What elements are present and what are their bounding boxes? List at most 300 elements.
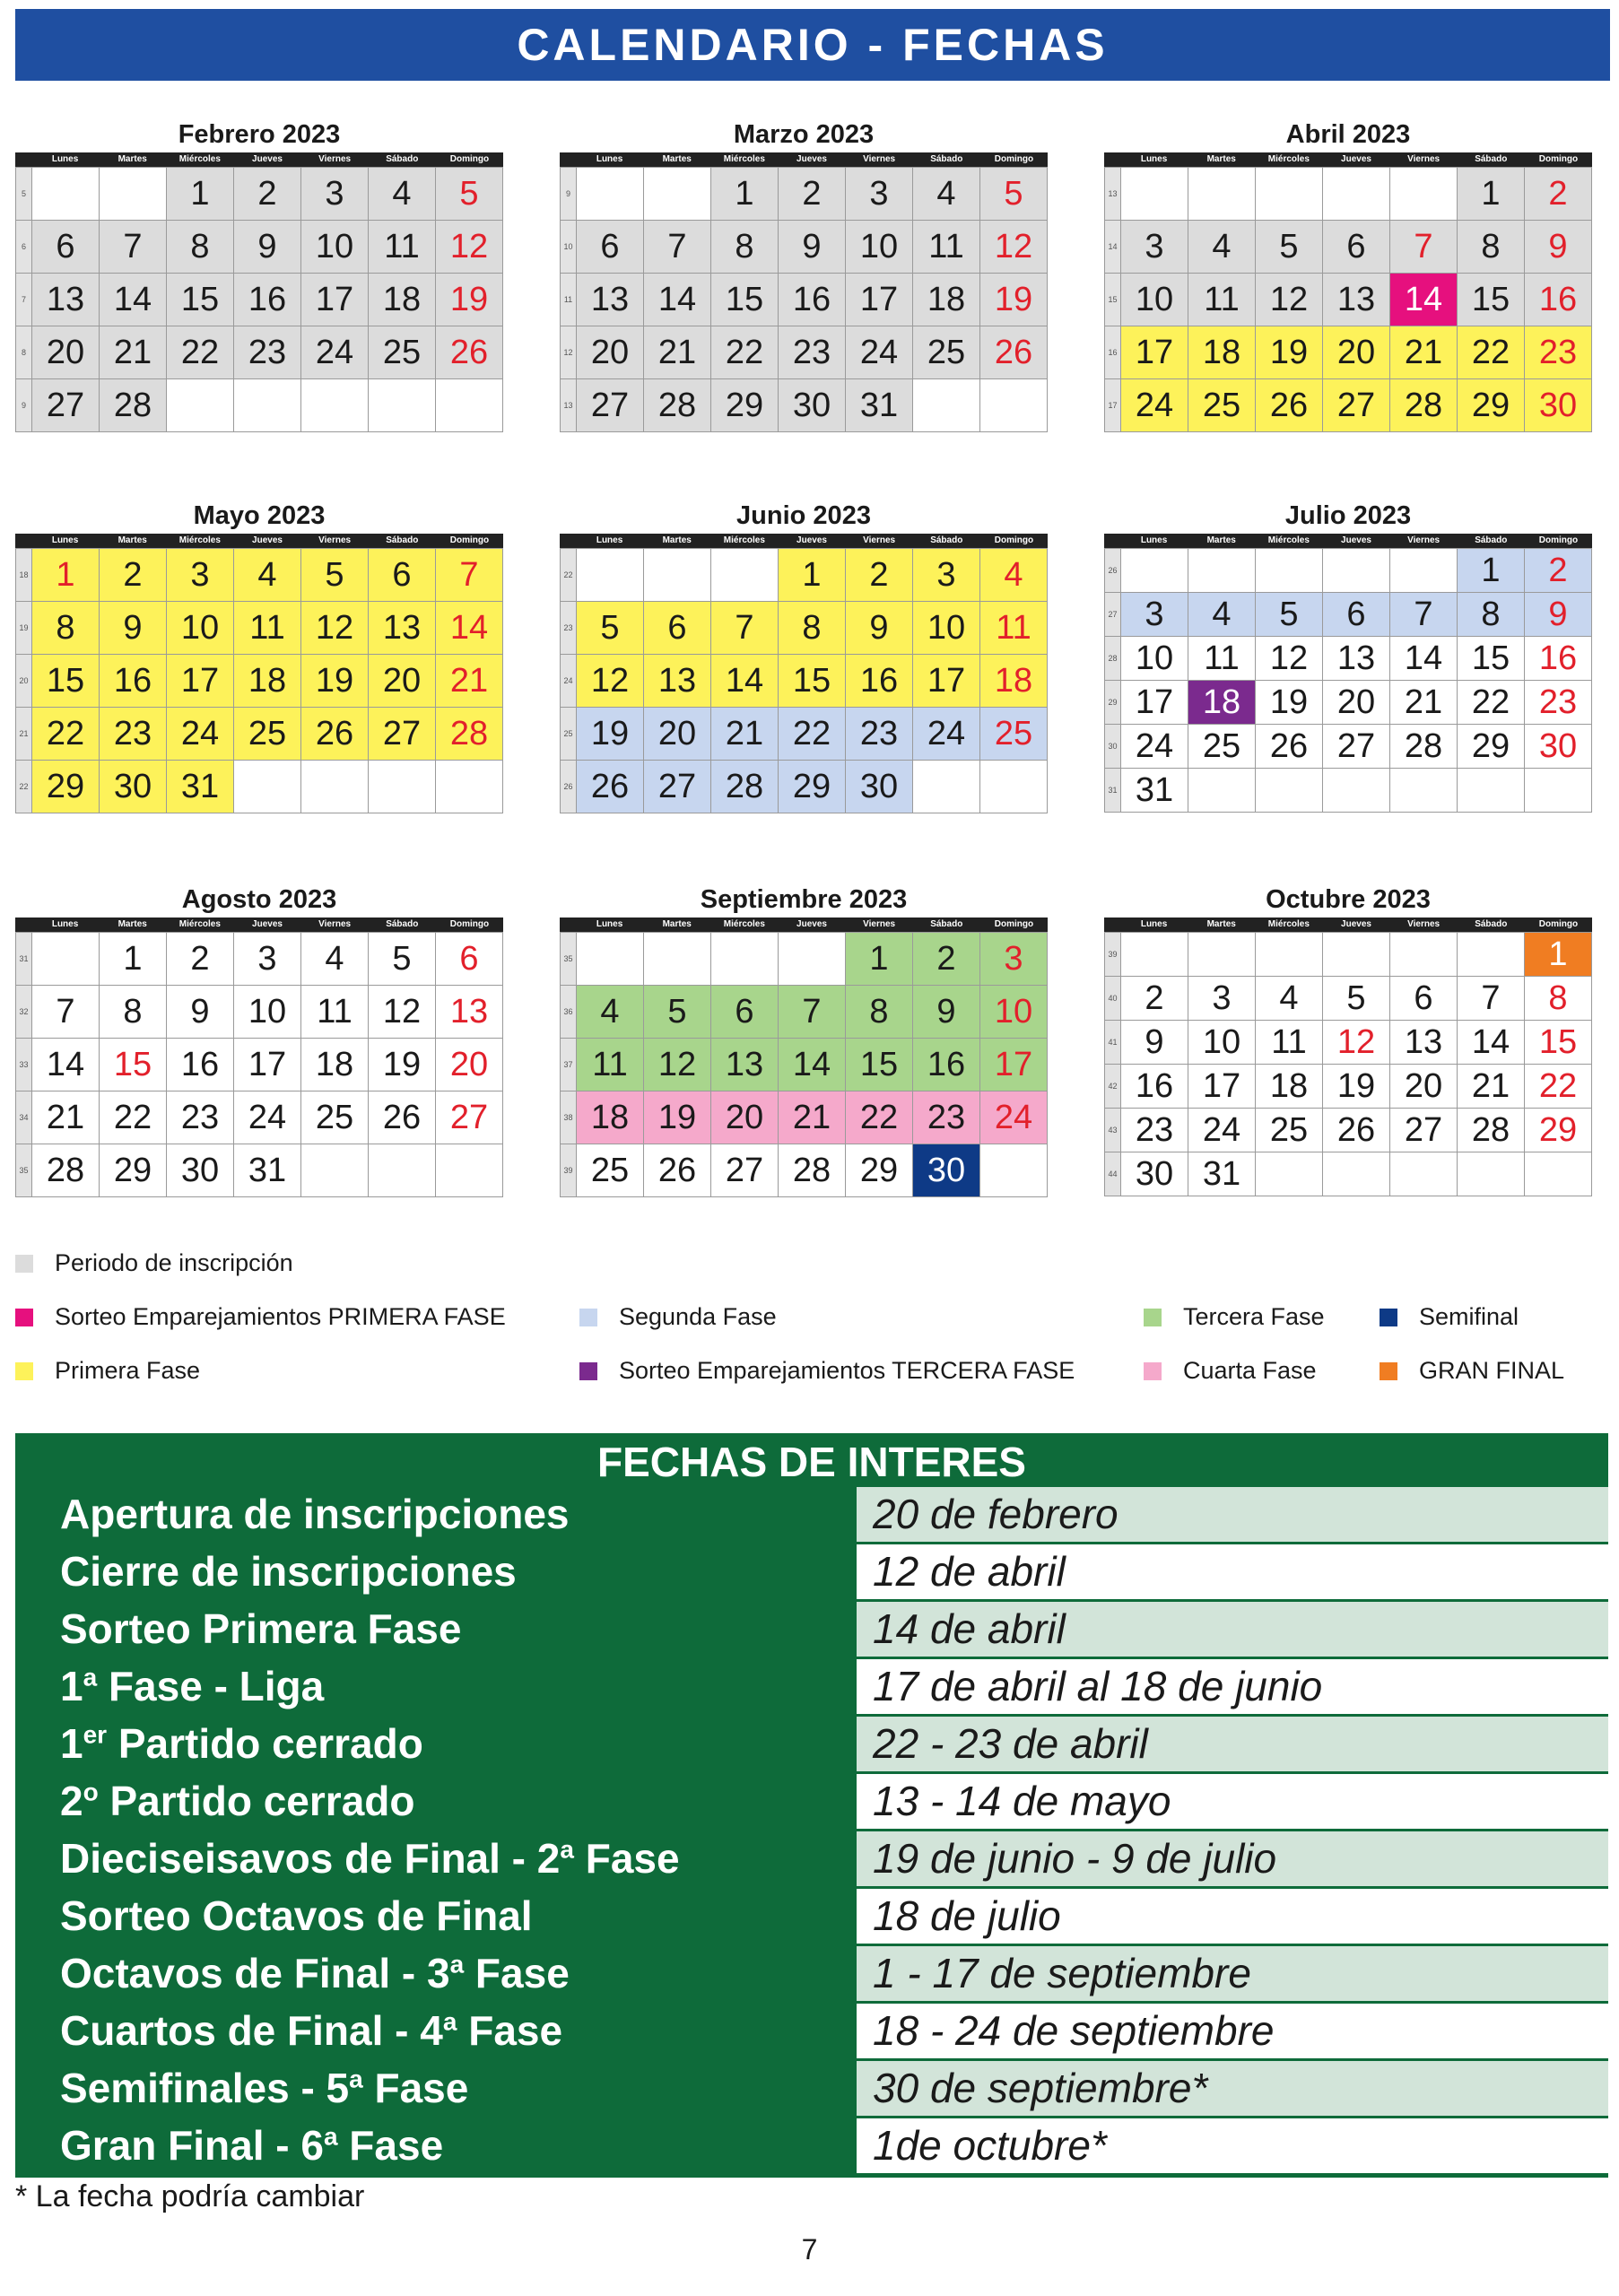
day-cell: 17 [1188, 1065, 1256, 1109]
day-cell: 23 [913, 1091, 980, 1144]
day-cell: 16 [1525, 637, 1592, 681]
legend-item [579, 1303, 777, 1331]
day-cell: 14 [1390, 274, 1458, 326]
day-cell: 17 [980, 1039, 1048, 1091]
weekday-label: Domingo [994, 154, 1034, 164]
weekday-header [560, 152, 1048, 167]
weekday-label: Jueves [1341, 919, 1371, 929]
day-cell: 21 [32, 1091, 100, 1144]
day-cell: 28 [779, 1144, 846, 1197]
empty-day-cell [1121, 168, 1188, 221]
day-cell: 19 [1323, 1065, 1390, 1109]
day-cell: 22 [100, 1091, 167, 1144]
legend-swatch [579, 1362, 597, 1380]
weekday-label: Lunes [51, 535, 79, 545]
day-cell: 16 [1121, 1065, 1188, 1109]
day-cell: 29 [1458, 379, 1525, 432]
empty-day-cell [436, 1144, 503, 1197]
empty-day-cell [1323, 933, 1390, 977]
day-cell: 8 [1525, 977, 1592, 1021]
day-cell: 27 [577, 379, 644, 432]
week-number: 44 [1105, 1152, 1121, 1196]
weekday-label: Domingo [1538, 535, 1579, 545]
day-cell: 27 [711, 1144, 779, 1197]
day-cell: 4 [1188, 593, 1256, 637]
day-cell: 9 [779, 221, 846, 274]
day-cell: 22 [711, 326, 779, 379]
day-cell: 15 [1525, 1021, 1592, 1065]
day-cell: 20 [644, 708, 711, 761]
day-cell: 17 [846, 274, 913, 326]
day-cell: 28 [644, 379, 711, 432]
legend-item [1380, 1357, 1564, 1385]
day-cell: 6 [1390, 977, 1458, 1021]
day-cell: 21 [436, 655, 503, 708]
day-cell: 9 [1525, 221, 1592, 274]
day-cell: 6 [32, 221, 100, 274]
ordinal-superscript: a [449, 1950, 465, 1979]
legend-swatch [15, 1255, 33, 1273]
empty-day-cell [1390, 769, 1458, 813]
day-cell: 18 [980, 655, 1048, 708]
empty-day-cell [779, 933, 846, 986]
week-number: 23 [561, 602, 577, 655]
weekday-label: Sábado [386, 154, 419, 164]
week-row [561, 221, 1048, 274]
week-row [16, 655, 503, 708]
weekday-label: Viernes [863, 919, 896, 929]
day-cell: 13 [644, 655, 711, 708]
interest-label-text: Fase [362, 2065, 469, 2111]
day-cell: 25 [301, 1091, 369, 1144]
month-title: Mayo 2023 [193, 501, 326, 530]
interest-label-text: Dieciseisavos de Final - 2 [60, 1835, 561, 1882]
week-row [16, 708, 503, 761]
weekday-label: Viernes [318, 919, 352, 929]
empty-day-cell [1256, 168, 1323, 221]
day-cell: 22 [1525, 1065, 1592, 1109]
day-cell: 28 [436, 708, 503, 761]
day-cell: 7 [711, 602, 779, 655]
weekday-label: Lunes [596, 919, 623, 929]
week-number: 28 [1105, 637, 1121, 681]
day-cell: 8 [32, 602, 100, 655]
day-cell: 11 [1188, 637, 1256, 681]
day-cell: 1 [100, 933, 167, 986]
interest-date: 20 de febrero [857, 1487, 1608, 1542]
weekday-label: Domingo [994, 535, 1034, 545]
weekday-label: Lunes [1140, 154, 1168, 164]
day-cell: 22 [1458, 326, 1525, 379]
empty-day-cell [577, 933, 644, 986]
month-title: Julio 2023 [1284, 501, 1412, 530]
legend-label: Sorteo Emparejamientos PRIMERA FASE [55, 1303, 506, 1330]
weekday-header [1104, 152, 1592, 167]
interest-date: 18 de julio [857, 1889, 1608, 1944]
day-cell: 12 [436, 221, 503, 274]
week-number: 36 [561, 986, 577, 1039]
week-row [1105, 593, 1592, 637]
ordinal-superscript: a [349, 2065, 363, 2093]
weekday-label: Domingo [1538, 919, 1579, 929]
weekday-header [1104, 918, 1592, 932]
day-cell: 27 [369, 708, 436, 761]
day-cell: 23 [234, 326, 301, 379]
empty-day-cell [1121, 549, 1188, 593]
day-cell: 5 [1256, 593, 1323, 637]
day-cell: 20 [32, 326, 100, 379]
day-cell: 14 [436, 602, 503, 655]
day-cell: 2 [167, 933, 234, 986]
day-cell: 13 [711, 1039, 779, 1091]
week-number: 13 [1105, 168, 1121, 221]
week-number: 24 [561, 655, 577, 708]
day-cell: 16 [167, 1039, 234, 1091]
ordinal-superscript: o [83, 1778, 99, 1806]
day-cell: 5 [577, 602, 644, 655]
empty-day-cell [913, 379, 980, 432]
day-cell: 31 [167, 761, 234, 813]
day-cell: 6 [369, 549, 436, 602]
day-cell: 24 [1121, 379, 1188, 432]
empty-day-cell [1390, 549, 1458, 593]
day-cell: 2 [846, 549, 913, 602]
day-cell: 21 [1458, 1065, 1525, 1109]
weekday-label: Domingo [449, 154, 490, 164]
day-cell: 29 [100, 1144, 167, 1197]
day-cell: 5 [644, 986, 711, 1039]
interest-date: 13 - 14 de mayo [857, 1774, 1608, 1829]
day-cell: 11 [234, 602, 301, 655]
day-cell: 31 [234, 1144, 301, 1197]
day-cell: 12 [369, 986, 436, 1039]
month-calendar [560, 882, 1048, 1197]
weekday-label: Sábado [1475, 919, 1508, 929]
month-title: Febrero 2023 [178, 120, 341, 149]
week-row [561, 274, 1048, 326]
day-cell: 2 [779, 168, 846, 221]
week-number: 12 [561, 326, 577, 379]
day-cell: 12 [980, 221, 1048, 274]
day-cell: 1 [1525, 933, 1592, 977]
day-cell: 27 [32, 379, 100, 432]
interest-label-text: Fase - Liga [97, 1663, 325, 1709]
day-cell: 18 [1256, 1065, 1323, 1109]
week-row [1105, 681, 1592, 725]
day-cell: 23 [100, 708, 167, 761]
day-cell: 10 [301, 221, 369, 274]
interest-label [21, 1659, 851, 1714]
day-cell: 26 [1323, 1109, 1390, 1152]
empty-day-cell [1256, 933, 1323, 977]
interest-label-text: Fase [457, 2007, 563, 2054]
day-cell: 22 [1458, 681, 1525, 725]
day-cell: 11 [1256, 1021, 1323, 1065]
weekday-label: Sábado [930, 535, 963, 545]
day-cell: 15 [779, 655, 846, 708]
week-row [1105, 274, 1592, 326]
day-cell: 20 [1390, 1065, 1458, 1109]
empty-day-cell [1121, 933, 1188, 977]
weekday-label: Viernes [1407, 154, 1441, 164]
month-calendar [560, 117, 1048, 432]
legend-label: Segunda Fase [619, 1303, 777, 1330]
week-row [16, 1039, 503, 1091]
day-cell: 1 [779, 549, 846, 602]
day-cell: 31 [1121, 769, 1188, 813]
weekday-label: Lunes [51, 154, 79, 164]
legend-item [1380, 1303, 1519, 1331]
legend-item [15, 1303, 506, 1331]
interest-date: 17 de abril al 18 de junio [857, 1659, 1608, 1714]
empty-day-cell [1458, 1152, 1525, 1196]
day-cell: 15 [711, 274, 779, 326]
interest-row [21, 1487, 1608, 1542]
day-cell: 25 [1256, 1109, 1323, 1152]
interest-label [21, 1717, 851, 1771]
weekday-label: Sábado [930, 154, 963, 164]
weekday-label: Viernes [318, 154, 352, 164]
weekday-label: Miércoles [178, 919, 221, 929]
day-cell: 29 [846, 1144, 913, 1197]
empty-day-cell [100, 168, 167, 221]
weekday-label: Miércoles [723, 154, 765, 164]
day-cell: 25 [1188, 725, 1256, 769]
day-cell: 16 [779, 274, 846, 326]
day-cell: 17 [1121, 326, 1188, 379]
interest-row [21, 1659, 1608, 1714]
day-cell: 17 [301, 274, 369, 326]
day-cell: 24 [1188, 1109, 1256, 1152]
weekday-label: Martes [1206, 919, 1236, 929]
day-cell: 18 [369, 274, 436, 326]
week-row [561, 933, 1048, 986]
month-calendar [15, 882, 503, 1197]
day-cell: 28 [1390, 379, 1458, 432]
day-cell: 10 [1121, 637, 1188, 681]
day-cell: 12 [1256, 274, 1323, 326]
week-row [16, 1144, 503, 1197]
interest-row [21, 2061, 1608, 2116]
weekday-label: Jueves [1341, 535, 1371, 545]
month-title: Marzo 2023 [733, 120, 875, 149]
day-cell: 10 [846, 221, 913, 274]
empty-day-cell [1458, 933, 1525, 977]
weekday-label: Jueves [796, 535, 827, 545]
empty-day-cell [711, 549, 779, 602]
empty-day-cell [1256, 549, 1323, 593]
week-row [1105, 379, 1592, 432]
day-cell: 24 [167, 708, 234, 761]
week-number: 13 [561, 379, 577, 432]
day-cell: 4 [1256, 977, 1323, 1021]
day-cell: 14 [100, 274, 167, 326]
day-cell: 5 [980, 168, 1048, 221]
day-cell: 12 [644, 1039, 711, 1091]
day-cell: 23 [1121, 1109, 1188, 1152]
day-cell: 2 [100, 549, 167, 602]
empty-day-cell [1323, 168, 1390, 221]
day-cell: 23 [846, 708, 913, 761]
interest-label [21, 2118, 851, 2173]
weekday-label: Viernes [1407, 919, 1441, 929]
day-cell: 28 [1458, 1109, 1525, 1152]
weekday-label: Domingo [449, 535, 490, 545]
month-calendar [1104, 498, 1592, 813]
week-number: 37 [561, 1039, 577, 1091]
day-cell: 13 [1323, 274, 1390, 326]
month-calendar [15, 498, 503, 813]
interest-row [21, 2004, 1608, 2058]
day-cell: 5 [301, 549, 369, 602]
interest-label [21, 1774, 851, 1829]
day-cell: 10 [167, 602, 234, 655]
weekday-header [560, 534, 1048, 548]
day-cell: 30 [1121, 1152, 1188, 1196]
week-row [561, 986, 1048, 1039]
day-cell: 25 [980, 708, 1048, 761]
day-cell: 29 [32, 761, 100, 813]
title-banner [15, 9, 1610, 81]
legend-item [579, 1357, 1075, 1385]
empty-day-cell [1188, 549, 1256, 593]
week-number: 7 [16, 274, 32, 326]
interest-label: Sorteo Octavos de Final [21, 1889, 851, 1944]
interest-date: 14 de abril [857, 1602, 1608, 1657]
empty-day-cell [1525, 769, 1592, 813]
day-cell: 8 [1458, 593, 1525, 637]
week-row [16, 986, 503, 1039]
day-cell: 30 [167, 1144, 234, 1197]
empty-day-cell [1323, 769, 1390, 813]
weekday-label: Jueves [252, 154, 283, 164]
day-cell: 25 [913, 326, 980, 379]
day-cell: 26 [301, 708, 369, 761]
ordinal-superscript: er [83, 1720, 108, 1749]
empty-day-cell [1390, 1152, 1458, 1196]
day-cell: 11 [1188, 274, 1256, 326]
day-cell: 3 [913, 549, 980, 602]
day-cell: 30 [100, 761, 167, 813]
weekday-header [560, 918, 1048, 932]
day-cell: 21 [1390, 681, 1458, 725]
empty-day-cell [1458, 769, 1525, 813]
weekday-label: Domingo [994, 919, 1034, 929]
week-number: 15 [1105, 274, 1121, 326]
day-cell: 30 [1525, 725, 1592, 769]
month-calendar [1104, 882, 1592, 1196]
day-cell: 4 [913, 168, 980, 221]
day-cell: 7 [1458, 977, 1525, 1021]
empty-day-cell [301, 379, 369, 432]
week-number: 11 [561, 274, 577, 326]
weekday-label: Martes [1206, 535, 1236, 545]
legend-label: Sorteo Emparejamientos TERCERA FASE [619, 1357, 1075, 1384]
weekday-label: Martes [1206, 154, 1236, 164]
empty-day-cell [301, 1144, 369, 1197]
interest-label-text: Partido cerrado [107, 1720, 423, 1767]
day-cell: 19 [369, 1039, 436, 1091]
week-number: 14 [1105, 221, 1121, 274]
day-cell: 25 [577, 1144, 644, 1197]
day-cell: 9 [1121, 1021, 1188, 1065]
interest-label: Cierre de inscripciones [21, 1544, 851, 1599]
day-cell: 16 [234, 274, 301, 326]
day-cell: 8 [167, 221, 234, 274]
day-cell: 12 [1323, 1021, 1390, 1065]
week-row [1105, 725, 1592, 769]
legend-item [1144, 1357, 1317, 1385]
day-cell: 25 [234, 708, 301, 761]
week-row [16, 761, 503, 813]
day-cell: 30 [846, 761, 913, 813]
day-cell: 3 [234, 933, 301, 986]
day-cell: 16 [913, 1039, 980, 1091]
day-cell: 4 [301, 933, 369, 986]
week-number: 31 [16, 933, 32, 986]
week-number: 40 [1105, 977, 1121, 1021]
day-cell: 26 [577, 761, 644, 813]
day-cell: 4 [577, 986, 644, 1039]
week-row [1105, 549, 1592, 593]
day-cell: 24 [980, 1091, 1048, 1144]
day-cell: 22 [779, 708, 846, 761]
week-row [561, 326, 1048, 379]
day-cell: 22 [167, 326, 234, 379]
week-number: 16 [1105, 326, 1121, 379]
empty-day-cell [167, 379, 234, 432]
empty-day-cell [1323, 1152, 1390, 1196]
day-cell: 15 [846, 1039, 913, 1091]
day-cell: 10 [913, 602, 980, 655]
week-number: 18 [16, 549, 32, 602]
empty-day-cell [644, 549, 711, 602]
ordinal-superscript: a [442, 2007, 457, 2036]
week-number: 35 [16, 1144, 32, 1197]
legend-label: GRAN FINAL [1419, 1357, 1565, 1384]
week-row [1105, 1152, 1592, 1196]
day-cell: 3 [1121, 593, 1188, 637]
interest-label-text: Fase [464, 1950, 570, 1996]
day-cell: 14 [779, 1039, 846, 1091]
week-row [1105, 326, 1592, 379]
weekday-label: Jueves [796, 154, 827, 164]
day-cell: 8 [1458, 221, 1525, 274]
week-row [16, 326, 503, 379]
month-calendar [15, 117, 503, 432]
day-cell: 12 [577, 655, 644, 708]
day-cell: 27 [1323, 725, 1390, 769]
day-cell: 1 [32, 549, 100, 602]
day-cell: 23 [167, 1091, 234, 1144]
interest-date: 18 - 24 de septiembre [857, 2004, 1608, 2058]
day-cell: 8 [846, 986, 913, 1039]
day-cell: 5 [436, 168, 503, 221]
interest-label-text: Cuartos de Final - 4 [60, 2007, 443, 2054]
week-row [1105, 168, 1592, 221]
day-cell: 26 [436, 326, 503, 379]
day-cell: 24 [301, 326, 369, 379]
weekday-label: Martes [662, 919, 692, 929]
empty-day-cell [980, 379, 1048, 432]
day-cell: 27 [436, 1091, 503, 1144]
day-cell: 13 [1390, 1021, 1458, 1065]
day-cell: 31 [1188, 1152, 1256, 1196]
legend-label: Cuarta Fase [1183, 1357, 1317, 1384]
interest-row [21, 1544, 1608, 1599]
day-cell: 26 [980, 326, 1048, 379]
day-cell: 9 [913, 986, 980, 1039]
